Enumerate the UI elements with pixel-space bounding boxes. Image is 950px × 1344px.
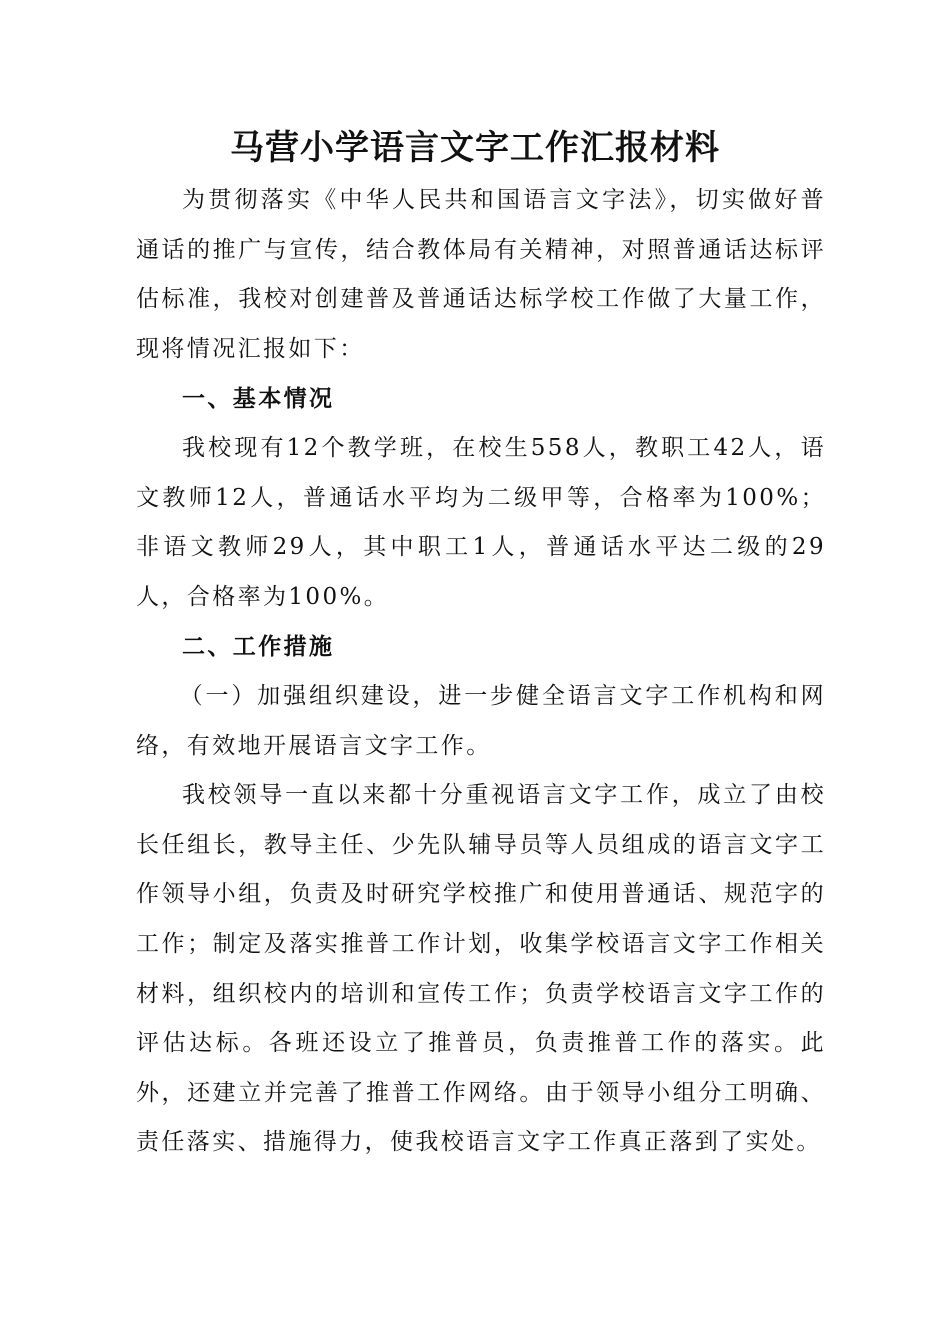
section-heading-work-measures: 二、工作措施 — [182, 633, 335, 661]
organization-paragraph: 我校领导一直以来都十分重视语言文字工作，成立了由校长任组长，教导主任、少先队辅导员等人员组成的语言文字工作领导小组，负责及时研究学校推广和使用普通话、规范字的工作；制定及落实推普工作计划，收集学校语言文字工作相关材料，组织校内的培训和宣传工作；负责学校语言文字工作的评估达标。各班还设立了推普员，负责推普工作的落实。此外，还建立并完善了推普工作网络。由于领导小组分工明确、责任落实、措施得力，使我校语言文字工作真正落到了实处。 — [136, 782, 826, 1156]
intro-paragraph: 为贯彻落实《中华人民共和国语言文字法》，切实做好普通话的推广与宣传，结合教体局有关精神，对照普通话达标评估标准，我校对创建普及普通话达标学校工作做了大量工作，现将情况汇报如下： — [136, 187, 826, 362]
document-body — [136, 176, 826, 1168]
document-title: 马营小学语言文字工作汇报材料 — [230, 128, 720, 168]
basic-situation-paragraph: 我校现有12个教学班，在校生558人，教职工42人，语文教师12人，普通话水平均为二级甲等，合格率为100%；非语文教师29人，其中职工1人，普通话水平达二级的29人，合格率为100%。 — [136, 434, 826, 610]
section-heading-basic-situation: 一、基本情况 — [182, 385, 335, 413]
subsection-heading-organization: （一）加强组织建设，进一步健全语言文字工作机构和网络，有效地开展语言文字工作。 — [136, 682, 826, 759]
